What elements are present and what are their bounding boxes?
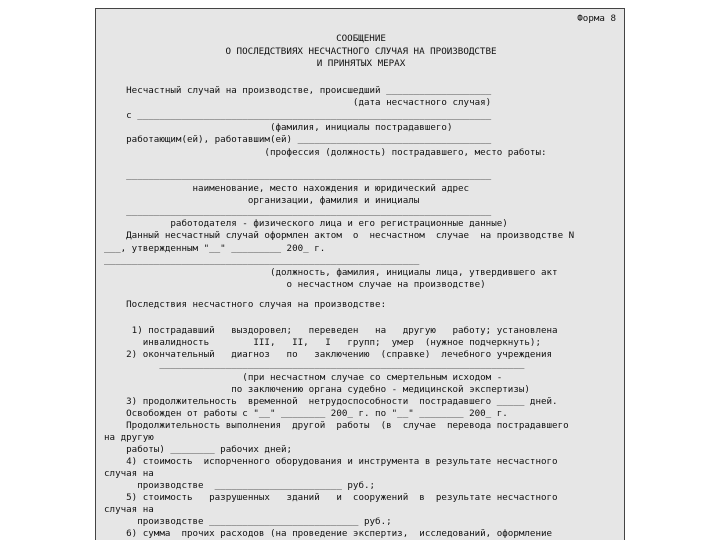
caption-approver-1: (должность, фамилия, инициалы лица, утвердившего акт	[104, 267, 558, 278]
item-2-caption-2: по заключению органа судебно - медицинской экспертизы)	[104, 384, 530, 395]
item-3-line-3: Продолжительность выполнения другой работы (в случае перевода пострадавшего	[104, 420, 569, 431]
item-3-line-1: 3) продолжительность временной нетрудоспособности пострадавшего _____ дней.	[104, 396, 558, 407]
caption-approver-2: о несчастном случае на производстве)	[104, 279, 486, 290]
blank-line-employer: __________________________________________________________________	[104, 206, 492, 217]
form-number: Форма 8	[577, 13, 616, 24]
item-1-line-1: 1) пострадавший выздоровел; переведен на другую работу; установлена	[104, 325, 558, 336]
item-5-line-2: случая на	[104, 504, 154, 515]
consequences-heading: Последствия несчастного случая на производстве:	[104, 299, 387, 310]
title-line-2: О ПОСЛЕДСТВИЯХ НЕСЧАСТНОГО СЛУЧАЯ НА ПРОИЗВОДСТВЕ	[225, 46, 497, 57]
item-6-line-1: 6) сумма прочих расходов (на проведение экспертиз, исследований, оформление	[104, 528, 553, 539]
blank-line-org: __________________________________________________________________	[104, 170, 492, 181]
title-line-1: СООБЩЕНИЕ	[336, 33, 386, 44]
caption-victim-name: (фамилия, инициалы пострадавшего)	[104, 122, 453, 133]
title-line-3: И ПРИНЯТЫХ МЕРАХ	[316, 58, 406, 69]
item-3-line-4: на другую	[104, 432, 154, 443]
caption-date: (дата несчастного случая)	[104, 97, 492, 108]
item-2-line-1: 2) окончательный диагноз по заключению (справке) лечебного учреждения	[104, 349, 553, 360]
caption-org-1: наименование, место нахождения и юридический адрес	[104, 183, 470, 194]
item-4-line-2: случая на	[104, 468, 154, 479]
act-line: Данный несчастный случай оформлен актом о несчастном случае на производстве N	[104, 230, 575, 241]
victim-name-line: с ________________________________________________________________	[104, 110, 492, 121]
item-4-line-3: производстве _______________________ руб.;	[104, 480, 376, 491]
item-2-blank: __________________________________________________________________	[104, 359, 525, 370]
caption-employer: работодателя - физического лица и его регистрационные данные)	[104, 218, 508, 229]
item-5-line-1: 5) стоимость разрушенных зданий и сооружений в результате несчастного	[104, 492, 558, 503]
item-4-line-1: 4) стоимость испорченного оборудования и инструмента в результате несчастного	[104, 456, 558, 467]
item-3-line-2: Освобожден от работы с "__" ________ 200_ г. по "__" ________ 200_ г.	[104, 408, 508, 419]
caption-org-2: организации, фамилия и инициалы	[104, 195, 420, 206]
document-page	[95, 8, 625, 540]
item-3-line-5: работы) ________ рабочих дней;	[104, 444, 293, 455]
caption-profession: (профессия (должность) пострадавшего, место работы:	[104, 147, 547, 158]
working-line: работающим(ей), работавшим(ей) ___________________________________	[104, 134, 492, 145]
accident-date-line: Несчастный случай на производстве, происшедший ___________________	[104, 85, 492, 96]
item-1-line-2: инвалидность III, II, I групп; умер (нужное подчеркнуть);	[104, 337, 541, 348]
item-2-caption-1: (при несчастном случае со смертельным исходом -	[104, 372, 503, 383]
act-approved-line: ___, утвержденным "__" _________ 200_ г.	[104, 243, 326, 254]
blank-line-approver: _________________________________________________________	[104, 255, 420, 266]
item-5-line-3: производстве ___________________________ руб.;	[104, 516, 392, 527]
